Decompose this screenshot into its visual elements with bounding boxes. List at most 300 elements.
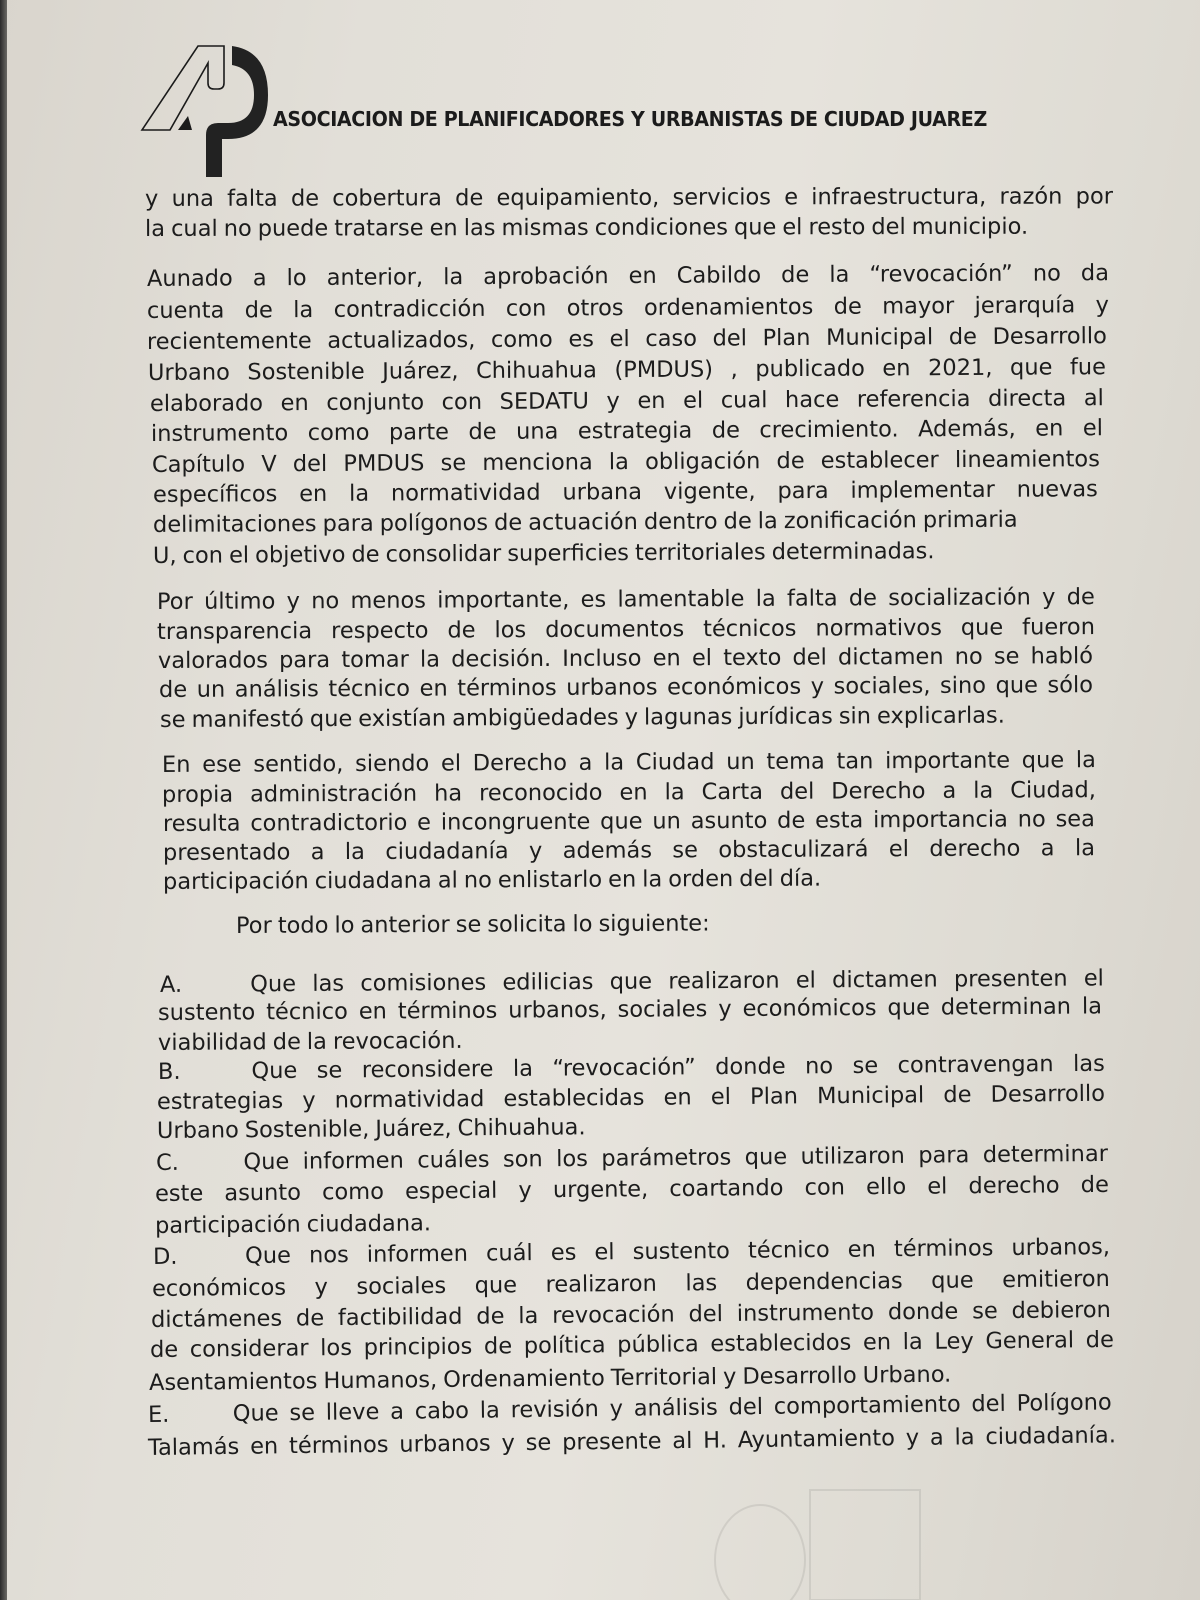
word: la [419, 646, 441, 673]
word: dictamen [832, 966, 938, 994]
word: urbanos, [508, 996, 607, 1024]
word: en [652, 645, 681, 672]
word: es [568, 326, 595, 353]
word: conjunto [326, 389, 425, 416]
word: cuál [485, 1240, 533, 1267]
word: vigente, [663, 478, 756, 505]
word: factibilidad [337, 1303, 463, 1332]
text-line [236, 910, 726, 939]
word: de [948, 323, 978, 351]
word: cabo [414, 1397, 470, 1425]
word: debieron [1011, 1296, 1112, 1324]
word: la [1074, 835, 1096, 862]
logo-a-outline [142, 46, 224, 130]
word: nuevas [1016, 476, 1098, 503]
word: la [757, 508, 778, 535]
word: importante, [437, 586, 570, 614]
word: donde [715, 1053, 786, 1081]
word: y [722, 1363, 737, 1390]
text-line [163, 865, 883, 895]
text-line [147, 292, 1109, 324]
word: de [476, 1303, 505, 1330]
word: urbana [562, 479, 643, 506]
word: actuación [528, 509, 638, 536]
word: revocación [552, 1301, 675, 1329]
word: Urbano [147, 359, 230, 386]
word: e [784, 184, 799, 211]
word: la [604, 749, 625, 776]
word: que [887, 994, 930, 1021]
text-line [147, 260, 1109, 292]
word: resulta [162, 810, 241, 837]
word: la [664, 779, 685, 806]
word: Ley [934, 1328, 974, 1355]
word: manifestó [191, 706, 304, 733]
word: 2021, [927, 354, 993, 382]
word: Cabildo [676, 262, 762, 289]
word: al [1083, 385, 1104, 412]
word: contradictorio [250, 809, 408, 837]
text-line [157, 614, 1095, 645]
word: aprobación [483, 263, 609, 290]
word: primaria [922, 506, 1018, 534]
word: la [755, 585, 776, 612]
word: se [993, 643, 1020, 670]
faint-received-stamp [700, 1470, 930, 1600]
text-line [159, 672, 1093, 703]
word: el [782, 214, 803, 241]
word: no [1017, 806, 1046, 833]
text-line [153, 538, 973, 569]
word: importancia [873, 806, 1008, 834]
word: existían [358, 705, 447, 732]
word: Que [244, 1242, 292, 1270]
word: no [1032, 260, 1061, 287]
word: de [723, 508, 752, 535]
word: para [322, 510, 374, 537]
word: y [606, 388, 620, 415]
word: y [810, 673, 825, 700]
word: a [252, 265, 267, 292]
word: la [306, 1028, 328, 1055]
word: considerar [189, 1335, 309, 1363]
word: V [261, 451, 277, 478]
word: urgente, [552, 1176, 649, 1204]
text-line [162, 747, 1096, 778]
word: lo [572, 911, 593, 938]
word: cual [171, 215, 218, 242]
word: se [525, 1429, 552, 1457]
word: día. [779, 865, 822, 892]
word: directa [987, 385, 1067, 412]
word: las [1072, 1050, 1105, 1078]
word: esta [815, 807, 864, 834]
word: Que [251, 1057, 298, 1085]
word: ciudadanía [385, 838, 509, 865]
word: polígonos [379, 509, 489, 537]
word: con [182, 542, 224, 569]
word: sociales [356, 1272, 447, 1300]
word: cuenta [146, 297, 225, 324]
word: participación [154, 1211, 301, 1239]
word: económicos [667, 673, 802, 701]
word: con [441, 388, 483, 416]
word: del [739, 865, 774, 892]
word: Sostenible, [244, 1116, 370, 1144]
word: y [609, 1395, 624, 1422]
word: sociales [617, 996, 708, 1023]
word: del [792, 644, 827, 671]
word: el [888, 836, 909, 863]
word: fueron [1022, 614, 1095, 641]
word: todo [277, 912, 329, 939]
word: Sostenible [247, 358, 365, 386]
text-line [156, 1141, 1108, 1176]
word: jurídicas [738, 703, 833, 730]
word: se [972, 1298, 998, 1325]
word: tan [836, 748, 874, 775]
word: cuáles [417, 1146, 490, 1174]
text-line [152, 446, 1100, 478]
word: condiciones [594, 214, 728, 241]
word: términos [288, 1431, 389, 1460]
word: una [171, 185, 214, 212]
text-line [158, 993, 1102, 1026]
word: otros [566, 295, 624, 322]
word: “revocación” [552, 1054, 696, 1082]
word: técnico [328, 675, 411, 703]
word: ese [202, 751, 242, 778]
word: la [144, 215, 166, 242]
word: Ayuntamiento [737, 1425, 896, 1454]
word: términos [893, 1235, 994, 1263]
text-line [149, 1361, 989, 1396]
word: lo [286, 265, 307, 292]
word: de [455, 185, 484, 212]
word: ordenamientos [643, 293, 814, 321]
word: comportamiento [773, 1391, 961, 1420]
text-line [163, 835, 1095, 866]
word: el [440, 750, 462, 777]
text-line [145, 214, 1097, 242]
word: lagunas [643, 704, 733, 731]
word: que [1009, 354, 1053, 381]
word: zonificación [783, 507, 917, 535]
word: en [1035, 415, 1064, 442]
word: contravengan [897, 1051, 1054, 1079]
word: sustento [157, 999, 256, 1026]
word: normatividad [390, 479, 541, 507]
word: del [712, 325, 748, 352]
word: la [954, 1424, 975, 1451]
word: especial [404, 1177, 498, 1205]
word: económicos [742, 994, 877, 1022]
word: la [443, 264, 464, 291]
word: jerarquía [974, 292, 1076, 319]
text-line [150, 1327, 1114, 1363]
word: la [1075, 747, 1096, 774]
word: mismas [501, 214, 589, 242]
word: y [528, 838, 543, 865]
word: de [447, 617, 476, 644]
text-line [163, 806, 1095, 837]
word: que [960, 614, 1004, 641]
word: asunto [224, 1179, 302, 1207]
word: Juárez, [382, 358, 459, 385]
word: dependencias [745, 1268, 903, 1296]
word: dictamen [837, 643, 944, 671]
word: superficies [507, 540, 630, 567]
word: viabilidad [157, 1029, 267, 1056]
word: en [847, 1236, 876, 1263]
word: referencia [856, 385, 971, 413]
word: en [280, 390, 309, 417]
word: técnico [747, 1236, 830, 1264]
word: este [154, 1180, 204, 1207]
word: Ciudad, [1010, 777, 1096, 804]
word: y [286, 588, 300, 615]
word: técnico [266, 998, 348, 1026]
word: lamentable [617, 585, 745, 613]
word: análisis [234, 676, 319, 703]
word: no [804, 1053, 834, 1080]
word: el [594, 1239, 615, 1266]
word: equipamiento, [496, 184, 660, 212]
word: derecho [929, 835, 1021, 862]
word: un [726, 748, 755, 776]
word: son [502, 1146, 543, 1173]
word: que [474, 1272, 518, 1299]
word: derecho [968, 1172, 1060, 1200]
word: además [562, 837, 653, 864]
word: las [312, 970, 345, 997]
word: que [609, 968, 653, 995]
word: el [1082, 415, 1104, 442]
word: Humanos, [323, 1366, 438, 1395]
word: no [311, 588, 340, 615]
word: de [272, 1029, 301, 1056]
word: establecidos [710, 1329, 852, 1358]
word: mayor [882, 293, 955, 320]
word: Ciudad [635, 749, 715, 776]
word: contradicción [333, 295, 486, 323]
word: el [927, 1173, 948, 1200]
word: utilizaron [800, 1142, 905, 1170]
word: en [619, 779, 648, 806]
word: Derecho [472, 749, 567, 777]
word: propia [161, 781, 234, 808]
list-item-letter: C. [155, 1149, 179, 1176]
word: a [1040, 835, 1055, 862]
organization-name: ASOCIACION DE PLANIFICADORES Y URBANISTAS DE CIUDAD JUAREZ [273, 107, 987, 131]
word: los [494, 617, 527, 644]
word: Desarrollo [742, 1362, 857, 1390]
word: Plan [749, 1083, 799, 1110]
word: orden [668, 866, 734, 893]
word: como [490, 326, 553, 353]
word: obstaculizará [718, 836, 869, 864]
word: como [307, 419, 370, 447]
word: la [293, 296, 314, 324]
word: estrategia [577, 417, 693, 445]
text-line [152, 1266, 1110, 1302]
word: Desarrollo [992, 323, 1107, 350]
word: importante [884, 747, 1011, 775]
word: establecidas [503, 1084, 645, 1112]
word: de [781, 261, 810, 289]
word: administración [250, 780, 418, 808]
word: el [710, 1083, 732, 1111]
word: términos [397, 997, 498, 1025]
word: revisión [510, 1396, 599, 1424]
text-line [153, 1234, 1110, 1270]
word: del [728, 1393, 764, 1421]
word: valorados [157, 647, 269, 674]
word: el [683, 387, 704, 414]
word: de [149, 1336, 179, 1363]
word: Por [235, 912, 272, 939]
word: actualizados, [327, 326, 476, 354]
word: a [578, 749, 593, 776]
word: siguiente: [598, 910, 710, 938]
text-line [148, 1422, 1116, 1461]
word: de [494, 509, 523, 536]
word: reconocido [479, 779, 603, 807]
word: ciudadana [314, 867, 432, 895]
word: da [1080, 260, 1110, 287]
word: Desarrollo [990, 1080, 1106, 1108]
word: parte [388, 419, 450, 446]
word: los [320, 1334, 353, 1362]
word: urbanos [566, 674, 658, 701]
word: determinadas. [771, 538, 935, 566]
word: (PMDUS) [614, 356, 714, 384]
word: realizaron [545, 1270, 657, 1298]
word: del [779, 778, 815, 805]
text-line [151, 415, 1103, 447]
word: Asentamientos [148, 1368, 318, 1396]
text-line [155, 1210, 445, 1239]
word: las [685, 1270, 718, 1297]
word: Capítulo [151, 451, 246, 478]
word: territoriales [634, 539, 766, 567]
word: se [316, 1057, 343, 1084]
word: no [463, 867, 492, 894]
word: sentido, [253, 751, 344, 778]
word: coartando [669, 1174, 784, 1203]
word: los [556, 1145, 589, 1173]
word: la [1081, 993, 1103, 1020]
word: implementar [850, 476, 995, 504]
word: Municipal [816, 1082, 925, 1110]
word: delimitaciones [152, 511, 317, 538]
word: y [1095, 292, 1110, 319]
word: Además, [918, 415, 1016, 443]
word: razón [999, 183, 1063, 210]
word: la [512, 1055, 534, 1082]
word: lineamientos [954, 446, 1100, 474]
word: la [479, 1397, 500, 1424]
word: de [483, 1333, 513, 1360]
word: e [417, 809, 432, 836]
word: se [159, 706, 186, 733]
word: el [795, 967, 816, 994]
text-line [148, 1389, 1112, 1428]
word: en [663, 1084, 692, 1111]
word: donde [887, 1298, 959, 1326]
word: dictámenes [150, 1305, 283, 1333]
word: sino [939, 672, 987, 699]
word: se [289, 1399, 316, 1427]
word: para [777, 477, 829, 505]
word: con [505, 295, 547, 322]
word: la [349, 480, 370, 507]
text-line [162, 777, 1096, 808]
word: por [1075, 183, 1113, 210]
logo-p [206, 46, 268, 177]
word: y [314, 1274, 329, 1301]
word: en [419, 675, 448, 702]
word: Por [156, 588, 193, 615]
word: que [931, 1267, 974, 1294]
word: lleve [325, 1398, 380, 1426]
word: de [295, 1305, 325, 1332]
word: siendo [355, 750, 430, 777]
word: en [628, 262, 657, 290]
word: servicios [672, 184, 772, 211]
word: en [429, 215, 458, 242]
word: la [829, 261, 850, 288]
word: Municipal [825, 324, 934, 351]
list-item-letter: B. [157, 1058, 181, 1085]
page-edge-shadow [0, 0, 7, 1600]
word: y [718, 995, 732, 1023]
word: H. [703, 1427, 728, 1454]
word: Que [250, 971, 297, 998]
word: enlistarlo [497, 866, 603, 894]
word: el [228, 542, 250, 569]
word: U, [152, 542, 177, 569]
word: menciona [482, 449, 593, 476]
word: a [310, 839, 325, 866]
word: Que [243, 1148, 290, 1176]
word: del [688, 1301, 724, 1328]
list-item-letter: E. [147, 1401, 170, 1428]
word: la [642, 866, 663, 893]
word: que [309, 705, 353, 733]
word: una [515, 418, 559, 445]
word: último [203, 588, 276, 615]
word: del [292, 450, 328, 478]
word: en [637, 387, 666, 415]
word: Derecho [831, 778, 926, 805]
word: que [733, 214, 777, 241]
word: Incluso [562, 645, 642, 672]
word: lo [334, 912, 355, 939]
word: económicos [151, 1274, 287, 1302]
text-line [150, 385, 1104, 417]
word: específicos [152, 481, 278, 508]
word: revocación. [332, 1027, 463, 1055]
word: instrumento [736, 1299, 875, 1327]
word: participación [162, 868, 309, 895]
word: recientemente [146, 327, 312, 355]
word: urbanos [399, 1430, 491, 1458]
word: parámetros [601, 1144, 732, 1172]
word: es [550, 1239, 577, 1266]
word: Urbano [156, 1117, 239, 1144]
word: asunto [690, 807, 768, 835]
